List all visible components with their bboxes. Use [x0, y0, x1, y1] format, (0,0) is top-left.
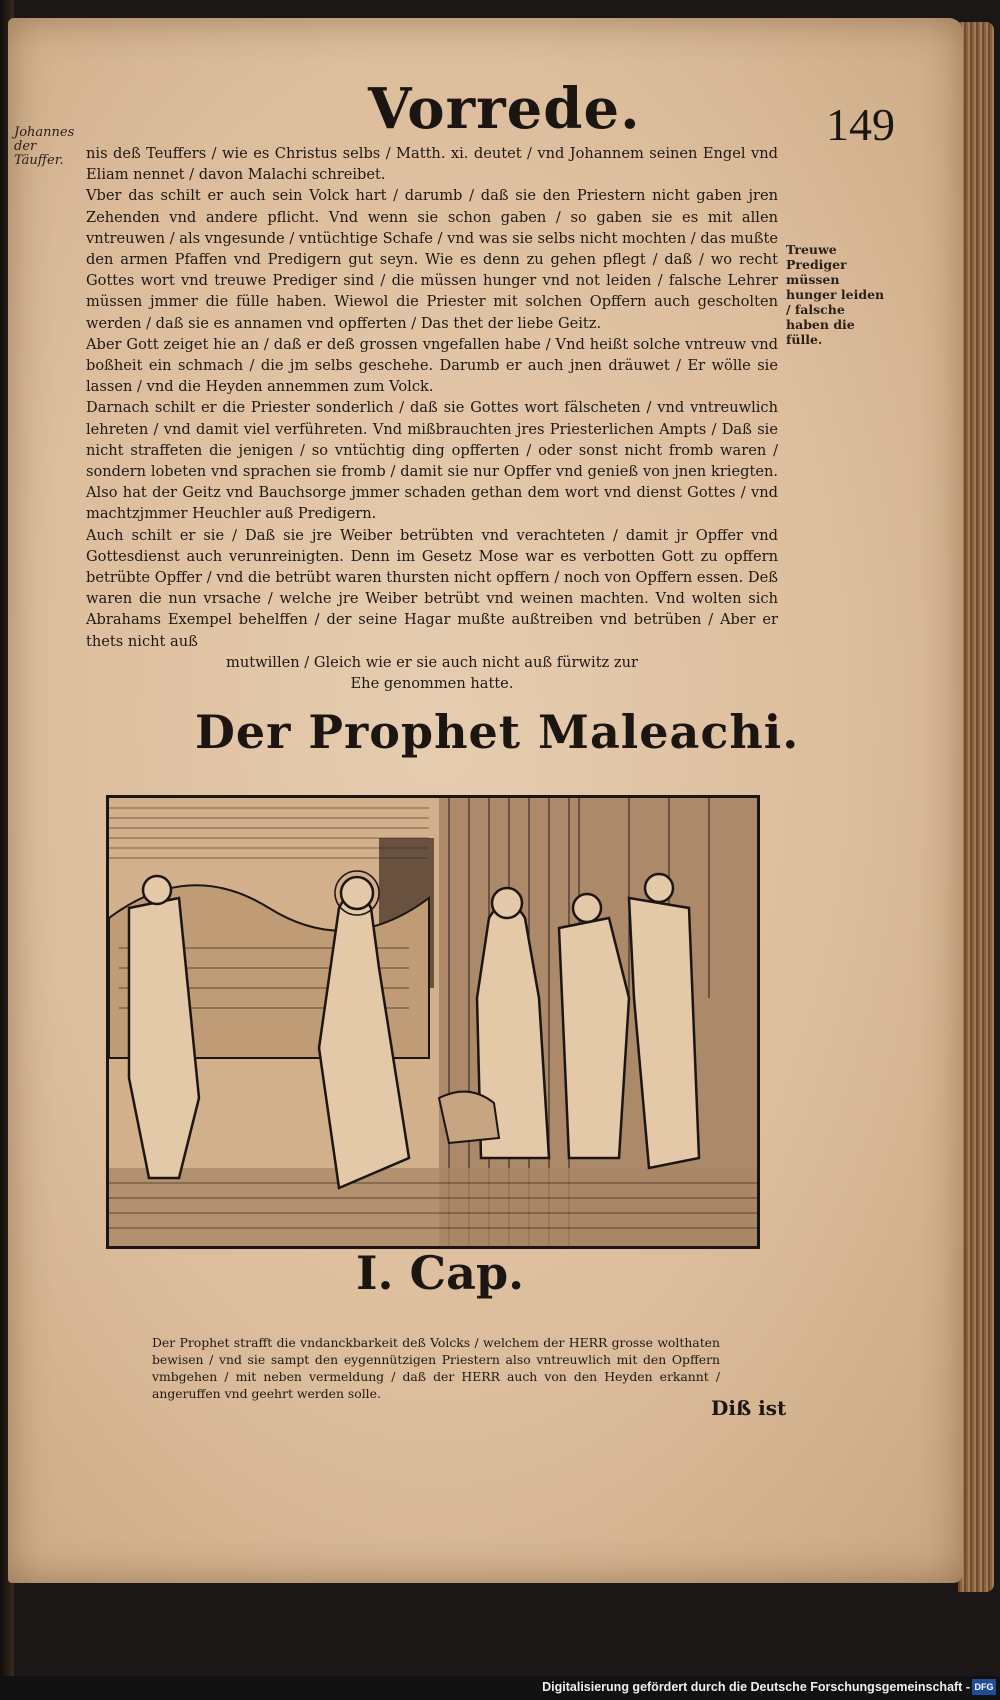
woodcut-drawing [109, 798, 757, 1246]
chapter-heading: I. Cap. [356, 1246, 525, 1300]
catchword: Diß ist [711, 1396, 787, 1420]
paragraph: Darnach schilt er die Priester sonderlich / daß sie Gottes wort fälscheten / vnd vntreuwlich lehreten / vnd damit viel verführeten. Vnd mißbrauchten jres Priesterlichen Ampts / Daß sie nicht straffeten die jenigen / so vntüchtig ding opfferten / oder sonst nicht fromb waren / sondern lobeten vnd sprachen sie fromb / damit sie nur Opffer vnd genieß von jnen kriegten. Also hat der Geitz vnd Bauchsorge jmmer schaden gethan dem wort vnd dienst Gottes / vnd machtzjmmer Heuchler auß Predigern. [86, 399, 778, 523]
paragraph: Auch schilt er sie / Daß sie jre Weiber betrübten vnd verachteten / damit jr Opffer vnd Gottesdienst auch verunreinigten. Denn im Gesetz Mose war es verbotten Gott zu opffern betrübte Opffer / vnd die betrübt waren thursten nicht opffern / noch von Opffern essen. Deß waren die nun vrsache / welche jre Weiber betrübt vnd weinen machten. Vnd wolten sich Abrahams Exempel behelffen / der seine Hagar mußte außtreiben vnd betrüben / Aber er thets nicht auß [86, 526, 778, 650]
running-title: Vorrede. [368, 76, 641, 142]
dfg-logo-icon: DFG [972, 1679, 996, 1695]
chapter-summary: Der Prophet strafft die vndanckbarkeit deß Volcks / welchem der HERR grosse wolthaten bewisen / vnd sie sampt den eygennützigen Priestern also vntreuwlich mit den Opffern vmbgehen / mit neben vermeldung / daß der HERR auch von den Heyden erkannt / angeruffen vnd geehrt werden solle. [152, 1335, 720, 1401]
paragraph-ending: mutwillen / Gleich wie er sie auch nicht auß fürwitz zur Ehe genommen hatte. [226, 653, 638, 693]
paragraph: nis deß Teuffers / wie es Christus selbs / Matth. xi. deutet / vnd Johannem seinen Engel vnd Eliam nennet / davon Malachi schreibet. [86, 145, 778, 184]
footer-credit: Digitalisierung gefördert durch die Deutsche Forschungsgemeinschaft - [542, 1680, 970, 1694]
book-page-edges [958, 22, 994, 1592]
book-title: Der Prophet Maleachi. [195, 705, 800, 759]
margin-note-left: Johannes der Täuffer. [14, 125, 75, 168]
margin-note-right: Treuwe Prediger müssen hunger leiden / falsche haben die fülle. [786, 242, 885, 347]
page-number: 149 [826, 99, 895, 150]
paragraph: Vber das schilt er auch sein Volck hart / darumb / daß sie den Priestern nicht gaben jren Zehenden vnd andere pflicht. Vnd wenn sie schon gaben / so gaben sie es mit allen vntreuwen / als vngesunde / vntüchtige Schafe / vnd was sie selbs nicht mochten / das mußte den armen Pfaffen vnd Predigern gut seyn. Wie es denn zu gehen pflegt / daß / wo recht Gottes wort vnd treuwe Prediger sind / die müssen hunger vnd not leiden / falsche Lehrer müssen jmmer die fülle haben. Wiewol die Priester mit solchen Opffern auch gescholten werden / daß sie es annamen vnd opfferten / Das thet der liebe Geitz. [86, 187, 778, 332]
footer-bar [0, 1676, 1000, 1700]
preface-text [86, 143, 778, 694]
woodcut-illustration [106, 795, 760, 1249]
paragraph: Aber Gott zeiget hie an / daß er deß grossen vngefallen habe / Vnd heißt solche vntreuw vnd boßheit ein schmach / die jm selbs geschehe. Darumb er auch jnen dräuwet / Er wölle sie lassen / vnd die Heyden annemmen zum Volck. [86, 335, 778, 396]
